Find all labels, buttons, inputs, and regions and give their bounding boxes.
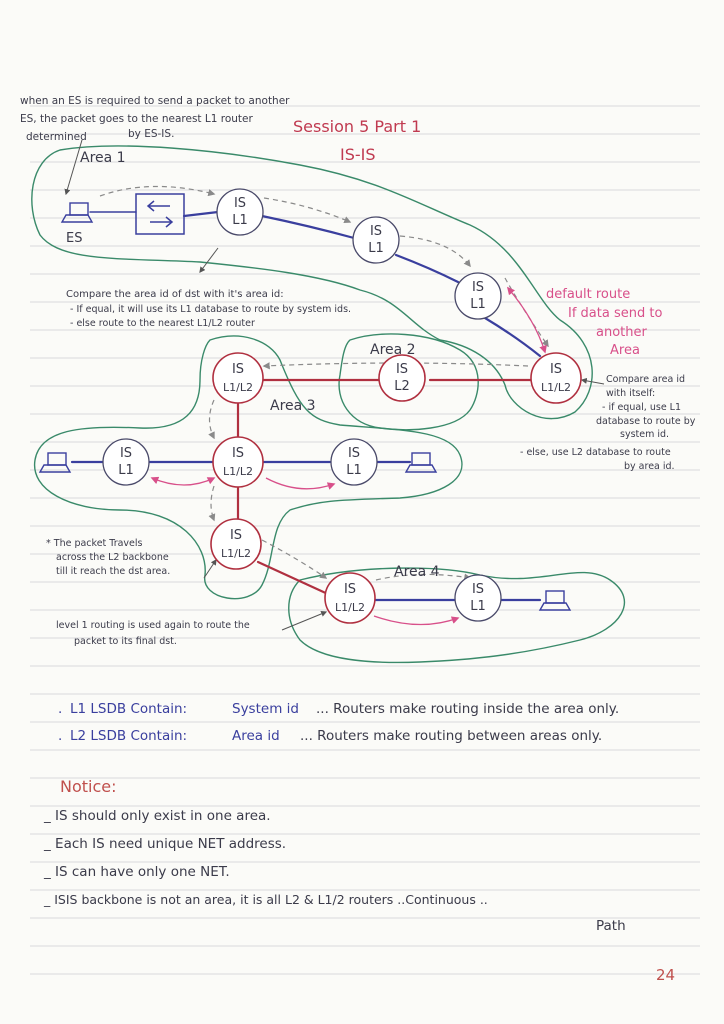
link-a3s-a4-1 <box>258 562 330 595</box>
svg-text:IS: IS <box>369 224 383 239</box>
notice-title: Notice: <box>60 777 117 796</box>
link-a1-3-a1-4 <box>485 318 540 356</box>
lsdb-line-l1 <box>58 701 619 717</box>
header-note-line-2: ES, the packet goes to the nearest L1 router <box>20 113 253 125</box>
router-is-a3-nw <box>213 353 263 403</box>
svg-text:IS: IS <box>233 196 247 211</box>
default-route-line-3: another <box>596 325 647 340</box>
router-is-a3-w <box>103 439 149 485</box>
svg-text:L1 LSDB Contain:: L1 LSDB Contain: <box>70 701 188 717</box>
pink-c-e-arrow <box>266 478 334 489</box>
header-note-line-4: by ES-IS. <box>128 128 175 140</box>
pink-default-route-arrow <box>508 288 545 352</box>
default-route-line-1: default route <box>546 287 631 302</box>
svg-text:System id: System id <box>232 701 299 717</box>
router-is-a2 <box>379 355 425 401</box>
router-is-a3-c <box>213 437 263 487</box>
compare-itself-line-5: system id. <box>620 429 670 440</box>
pointer-compare-itself <box>582 380 604 384</box>
pink-a4-arrow <box>374 616 458 625</box>
svg-text:.: . <box>58 728 63 744</box>
pointer-compare <box>200 248 218 272</box>
svg-text:IS: IS <box>119 446 133 461</box>
notice-item-2: _ Each IS need unique NET address. <box>44 836 287 852</box>
default-route-line-2: If data send to <box>568 306 663 321</box>
path-nw-down <box>210 400 215 438</box>
notice-item-1: _ IS should only exist in one area. <box>44 808 271 824</box>
link-switch-is <box>184 212 218 216</box>
area4-label: Area 4 <box>394 564 440 580</box>
backbone-note-line-2: across the L2 backbone <box>56 552 169 563</box>
notice-item-5: Path <box>596 918 626 934</box>
svg-text:IS: IS <box>549 362 563 377</box>
svg-text:L2: L2 <box>394 379 410 394</box>
backbone-note-line-3: till it reach the dst area. <box>56 566 171 577</box>
router-is-a1-4 <box>531 353 581 403</box>
router-is-a3-s <box>211 519 261 569</box>
svg-text:L1: L1 <box>470 599 486 614</box>
header-note-line-3: determined <box>26 131 87 143</box>
svg-text:... Routers make routing insid: ... Routers make routing inside the area only. <box>316 701 620 717</box>
svg-text:IS: IS <box>231 446 245 461</box>
svg-text:L1: L1 <box>346 463 362 478</box>
svg-text:... Routers make routing betwe: ... Routers make routing between areas only. <box>300 728 603 744</box>
svg-text:.: . <box>58 701 63 717</box>
compare-itself-line-4: database to route by <box>596 416 696 427</box>
svg-text:L1/L2: L1/L2 <box>223 465 253 478</box>
page-title: Session 5 Part 1 <box>293 117 422 136</box>
svg-text:IS: IS <box>471 280 485 295</box>
compare-itself-line-7: by area id. <box>624 461 675 472</box>
svg-text:IS: IS <box>395 362 409 377</box>
svg-text:L1: L1 <box>118 463 134 478</box>
router-is-a1-1 <box>217 189 263 235</box>
page-number: 24 <box>656 966 676 984</box>
backbone-note-line-1: * The packet Travels <box>46 538 143 549</box>
svg-text:L1/L2: L1/L2 <box>335 601 365 614</box>
laptop-icon-area3-west <box>40 453 70 472</box>
router-is-a3-e <box>331 439 377 485</box>
svg-text:IS: IS <box>343 582 357 597</box>
area1-label: Area 1 <box>80 150 126 166</box>
link-a1-2-a1-3 <box>396 255 458 282</box>
svg-text:L1: L1 <box>368 241 384 256</box>
area1-outline <box>32 146 592 419</box>
notice-item-3: _ IS can have only one NET. <box>44 864 230 880</box>
svg-text:IS: IS <box>231 362 245 377</box>
path-s-to-a4 <box>262 540 326 578</box>
compare-itself-line-6: - else, use L2 database to route <box>520 447 671 458</box>
path-c-down <box>211 486 214 520</box>
notice-item-4: _ ISIS backbone is not an area, it is all L2 & L1/2 routers ..Continuous .. <box>44 892 488 907</box>
lsdb-line-l2 <box>58 728 602 744</box>
svg-text:L1: L1 <box>470 297 486 312</box>
svg-text:L1/L2: L1/L2 <box>541 381 571 394</box>
svg-text:IS: IS <box>229 528 243 543</box>
svg-text:L2 LSDB Contain:: L2 LSDB Contain: <box>70 728 188 744</box>
link-a1-1-a1-2 <box>262 216 354 238</box>
svg-text:L1/L2: L1/L2 <box>221 547 251 560</box>
compare-note-line-2: - If equal, it will use its L1 database to route by system ids. <box>70 304 352 315</box>
compare-itself-line-1: Compare area id <box>606 374 685 385</box>
svg-text:IS: IS <box>347 446 361 461</box>
compare-note-line-3: - else route to the nearest L1/L2 router <box>70 318 255 329</box>
area2-label: Area 2 <box>370 342 416 358</box>
switch-icon <box>136 194 184 234</box>
router-is-a1-3 <box>455 273 501 319</box>
level1-note-line-2: packet to its final dst. <box>74 636 177 647</box>
default-route-line-4: Area <box>610 343 640 358</box>
pink-w-c-arrow <box>152 478 214 485</box>
svg-text:L1: L1 <box>232 213 248 228</box>
page-subtitle: IS-IS <box>340 145 376 164</box>
area3-label: Area 3 <box>270 398 316 414</box>
router-is-a1-2 <box>353 217 399 263</box>
laptop-icon-es <box>62 203 92 222</box>
router-is-a4-2 <box>455 575 501 621</box>
laptop-icon-area4 <box>540 591 570 610</box>
svg-text:Area id: Area id <box>232 728 280 744</box>
compare-itself-line-3: - if equal, use L1 <box>602 402 682 413</box>
svg-text:L1/L2: L1/L2 <box>223 381 253 394</box>
es-label: ES <box>66 231 83 246</box>
compare-note-line-1: Compare the area id of dst with it's area id: <box>66 289 284 300</box>
header-note-line-1: when an ES is required to send a packet to another <box>20 95 290 107</box>
level1-note-line-1: level 1 routing is used again to route the <box>56 620 250 631</box>
router-is-a4-1 <box>325 573 375 623</box>
svg-text:IS: IS <box>471 582 485 597</box>
compare-itself-line-2: with itself: <box>606 388 656 399</box>
